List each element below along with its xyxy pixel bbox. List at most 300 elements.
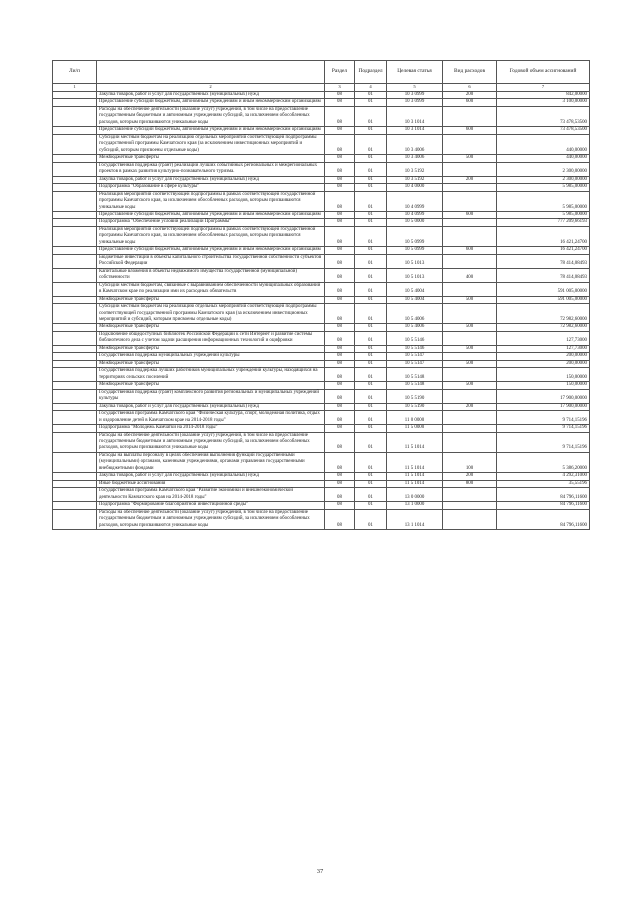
header-subsection: Подраздел <box>355 61 387 84</box>
table-row <box>53 92 590 99</box>
row-number-cell <box>53 509 97 529</box>
table-row <box>53 296 590 303</box>
row-subsection-cell: 01 <box>355 99 387 106</box>
row-amount-cell: 73 478,53500 <box>497 127 590 134</box>
row-amount-cell: 440,00000 <box>497 155 590 162</box>
row-number-cell <box>53 282 97 296</box>
row-subsection-cell: 01 <box>355 219 387 226</box>
row-target-cell: 10 3 1014 <box>387 127 443 134</box>
row-name-cell: Государственная программа Камчатского края "Физическая культура, спорт, молодежная политика, отдых и оздоровление детей в Камчатском крае на 2014-2018 годы" <box>97 411 325 425</box>
row-amount-cell: 2 300,00000 <box>497 162 590 176</box>
table-row <box>53 176 590 183</box>
table-row <box>53 184 590 191</box>
row-section-cell: 08 <box>325 176 355 183</box>
row-subsection-cell: 01 <box>355 382 387 389</box>
row-target-cell: 10 3 1014 <box>387 106 443 126</box>
row-name-cell: Подключение общедоступных библиотек Российской Федерации к сети Интернет и развитие системы библиотечного дела с учетом задачи расширения информационных технологий и оцифровки <box>97 331 325 345</box>
column-number-6: 6 <box>443 84 497 92</box>
row-section-cell: 08 <box>325 92 355 99</box>
row-name-cell: Межбюджетные трансферты <box>97 155 325 162</box>
row-target-cell: 10 5 4004 <box>387 296 443 303</box>
row-number-cell <box>53 403 97 410</box>
row-subsection-cell: 01 <box>355 254 387 268</box>
row-name-cell: Расходы на обеспечение деятельности (оказание услуг) учреждений, в том числе на предоставление государственным бюджетным и автономным учреждениям субсидий, за исключением обособленных расходов, которым присваиваются уникальные коды <box>97 432 325 452</box>
row-amount-cell: 200,00000 <box>497 353 590 360</box>
row-subsection-cell: 01 <box>355 176 387 183</box>
row-amount-cell: 591 005,00000 <box>497 296 590 303</box>
row-section-cell: 08 <box>325 296 355 303</box>
row-number-cell <box>53 432 97 452</box>
row-target-cell: 10 5 4006 <box>387 324 443 331</box>
row-section-cell: 08 <box>325 403 355 410</box>
row-section-cell: 08 <box>325 452 355 472</box>
row-section-cell: 08 <box>325 488 355 502</box>
row-type-cell <box>443 502 497 509</box>
row-section-cell: 08 <box>325 106 355 126</box>
row-name-cell: Предоставление субсидий бюджетным, автономным учреждениям и иным некоммерческим организациям <box>97 127 325 134</box>
row-section-cell: 08 <box>325 509 355 529</box>
table-header <box>53 61 590 92</box>
row-target-cell: 10 3 4006 <box>387 134 443 154</box>
table-row <box>53 226 590 246</box>
row-amount-cell: 2 300,00000 <box>497 176 590 183</box>
row-name-cell: Государственная поддержка (грант) комплексного развития региональных и муниципальных учреждений культуры <box>97 389 325 403</box>
row-subsection-cell: 01 <box>355 296 387 303</box>
table-row <box>53 247 590 254</box>
table-row <box>53 268 590 282</box>
row-amount-cell: 5 985,00000 <box>497 184 590 191</box>
row-target-cell: 10 5 5146 <box>387 345 443 352</box>
row-subsection-cell: 01 <box>355 268 387 282</box>
row-amount-cell: 16 421,24700 <box>497 247 590 254</box>
row-section-cell: 08 <box>325 219 355 226</box>
row-subsection-cell: 01 <box>355 134 387 154</box>
row-subsection-cell: 01 <box>355 191 387 211</box>
row-section-cell: 08 <box>325 184 355 191</box>
row-target-cell: 11 5 0000 <box>387 425 443 432</box>
table-row <box>53 389 590 403</box>
row-amount-cell: 842,00000 <box>497 92 590 99</box>
row-section-cell: 08 <box>325 155 355 162</box>
row-target-cell: 13 0 0000 <box>387 488 443 502</box>
row-name-cell: Государственная поддержка (грант) реализации лучших событийных региональных и межрегиональных проектов в рамках развития культурно-познавательного туризма. <box>97 162 325 176</box>
row-target-cell: 13 1 0000 <box>387 502 443 509</box>
row-subsection-cell: 01 <box>355 282 387 296</box>
row-target-cell: 10 5 4006 <box>387 304 443 324</box>
table-row <box>53 360 590 367</box>
row-number-cell <box>53 304 97 324</box>
row-name-cell: Подпрограмма "Молодежь Камчатки на 2014-2018 годы" <box>97 425 325 432</box>
column-number-5: 5 <box>387 84 443 92</box>
table-row <box>53 304 590 324</box>
row-subsection-cell: 01 <box>355 155 387 162</box>
row-subsection-cell: 01 <box>355 353 387 360</box>
row-target-cell: 11 5 1014 <box>387 480 443 487</box>
row-number-cell <box>53 219 97 226</box>
row-type-cell: 600 <box>443 99 497 106</box>
column-number-4: 4 <box>355 84 387 92</box>
table-row <box>53 353 590 360</box>
row-section-cell: 08 <box>325 389 355 403</box>
row-target-cell: 10 5 1013 <box>387 254 443 268</box>
row-amount-cell: 5 985,00000 <box>497 211 590 218</box>
row-amount-cell: 17 900,00000 <box>497 403 590 410</box>
row-name-cell: Расходы на обеспечение деятельности (оказание услуг) учреждений, в том числе на предоставление государственным бюджетным и автономным учреждениям субсидий, за исключением обособленных расходов, которым присваиваются уникальные коды <box>97 509 325 529</box>
row-type-cell: 500 <box>443 360 497 367</box>
row-type-cell <box>443 488 497 502</box>
row-section-cell: 08 <box>325 226 355 246</box>
row-type-cell: 600 <box>443 127 497 134</box>
row-number-cell <box>53 425 97 432</box>
row-name-cell: Субсидии местным бюджетам, связанные с выравниванием обеспеченности муниципальных образований в Камчатском крае по реализации ими их расходных обязательств <box>97 282 325 296</box>
row-number-cell <box>53 155 97 162</box>
row-name-cell: Государственная поддержка лучших работников муниципальных учреждений культуры, находящихся на территориях сельских поселений <box>97 368 325 382</box>
row-amount-cell: 777 209,66193 <box>497 219 590 226</box>
row-section-cell: 08 <box>325 211 355 218</box>
row-section-cell: 08 <box>325 382 355 389</box>
row-target-cell: 10 4 0000 <box>387 184 443 191</box>
row-amount-cell: 200,00000 <box>497 360 590 367</box>
row-name-cell: Межбюджетные трансферты <box>97 296 325 303</box>
row-target-cell: 10 5 5148 <box>387 382 443 389</box>
table-row <box>53 331 590 345</box>
row-number-cell <box>53 268 97 282</box>
row-number-cell <box>53 324 97 331</box>
row-target-cell: 11 5 1014 <box>387 473 443 480</box>
column-number-3: 3 <box>325 84 355 92</box>
table-row <box>53 473 590 480</box>
row-amount-cell: 16 421,24700 <box>497 226 590 246</box>
table-row <box>53 480 590 487</box>
row-section-cell: 08 <box>325 502 355 509</box>
row-name-cell: Подпрограмма "Формирование благоприятной инвестиционной среды" <box>97 502 325 509</box>
row-target-cell: 10 5 5147 <box>387 360 443 367</box>
row-number-cell <box>53 480 97 487</box>
row-section-cell: 08 <box>325 345 355 352</box>
row-type-cell: 500 <box>443 382 497 389</box>
row-subsection-cell: 01 <box>355 324 387 331</box>
row-name-cell: Субсидии местным бюджетам на реализацию отдельных мероприятий соответствующей подпрограммы соответствующей государственной программы Камчатского края (за исключением инвестиционных мероприятий и субсидий, которым присвоены отдельные коды) <box>97 304 325 324</box>
row-type-cell <box>443 219 497 226</box>
row-name-cell: Подпрограмма "Образование в сфере культуры" <box>97 184 325 191</box>
row-type-cell <box>443 191 497 211</box>
row-type-cell: 200 <box>443 92 497 99</box>
table-row <box>53 502 590 509</box>
row-section-cell: 08 <box>325 324 355 331</box>
row-type-cell: 600 <box>443 247 497 254</box>
row-section-cell: 08 <box>325 127 355 134</box>
table-row <box>53 411 590 425</box>
row-subsection-cell: 01 <box>355 184 387 191</box>
row-subsection-cell: 01 <box>355 425 387 432</box>
row-target-cell: 10 3 0999 <box>387 92 443 99</box>
row-name-cell: Межбюджетные трансферты <box>97 382 325 389</box>
row-name-cell: Субсидии местным бюджетам на реализацию отдельных мероприятий соответствующей подпрограммы государственной программы Камчатского края (за исключением инвестиционных мероприятий и субсидий, которым присвоены отдельные коды) <box>97 134 325 154</box>
column-number-7: 7 <box>497 84 590 92</box>
row-number-cell <box>53 353 97 360</box>
row-section-cell: 08 <box>325 191 355 211</box>
row-name-cell: Закупка товаров, работ и услуг для государственных (муниципальных) нужд <box>97 403 325 410</box>
row-target-cell: 10 5 5190 <box>387 389 443 403</box>
row-number-cell <box>53 226 97 246</box>
row-amount-cell: 5 985,00000 <box>497 191 590 211</box>
row-number-cell <box>53 184 97 191</box>
row-type-cell: 200 <box>443 403 497 410</box>
row-number-cell <box>53 331 97 345</box>
row-type-cell: 800 <box>443 480 497 487</box>
header-name <box>97 61 325 84</box>
row-type-cell: 600 <box>443 211 497 218</box>
row-amount-cell: 84 796,11600 <box>497 509 590 529</box>
header-section: Раздел <box>325 61 355 84</box>
row-amount-cell: 440,00000 <box>497 134 590 154</box>
row-amount-cell: 127,73000 <box>497 345 590 352</box>
header-target-article: Целевая статья <box>387 61 443 84</box>
row-amount-cell: 150,00000 <box>497 382 590 389</box>
row-number-cell <box>53 502 97 509</box>
row-type-cell <box>443 389 497 403</box>
table-row <box>53 425 590 432</box>
row-amount-cell: 84 796,11600 <box>497 502 590 509</box>
row-number-cell <box>53 389 97 403</box>
row-subsection-cell: 01 <box>355 106 387 126</box>
row-amount-cell: 78 414,08493 <box>497 254 590 268</box>
row-number-cell <box>53 191 97 211</box>
row-section-cell: 08 <box>325 353 355 360</box>
row-amount-cell: 5 386,20000 <box>497 452 590 472</box>
table-row <box>53 191 590 211</box>
row-subsection-cell: 01 <box>355 247 387 254</box>
table-row <box>53 155 590 162</box>
row-type-cell <box>443 282 497 296</box>
row-section-cell: 08 <box>325 368 355 382</box>
row-name-cell: Государственная поддержка муниципальных учреждений культуры <box>97 353 325 360</box>
row-target-cell: 10 5 1013 <box>387 268 443 282</box>
row-subsection-cell: 01 <box>355 368 387 382</box>
row-type-cell <box>443 226 497 246</box>
row-number-cell <box>53 382 97 389</box>
row-amount-cell: 72 982,60000 <box>497 304 590 324</box>
row-section-cell: 08 <box>325 254 355 268</box>
row-number-cell <box>53 345 97 352</box>
table-body <box>53 92 590 530</box>
row-target-cell: 13 1 1014 <box>387 509 443 529</box>
row-name-cell: Предоставление субсидий бюджетным, автономным учреждениям и иным некоммерческим организациям <box>97 99 325 106</box>
row-type-cell: 500 <box>443 324 497 331</box>
row-subsection-cell: 01 <box>355 488 387 502</box>
row-amount-cell: 17 900,00000 <box>497 389 590 403</box>
row-section-cell: 08 <box>325 425 355 432</box>
row-amount-cell: 72 982,60000 <box>497 324 590 331</box>
table-row <box>53 282 590 296</box>
row-section-cell: 08 <box>325 99 355 106</box>
row-target-cell: 11 5 1014 <box>387 452 443 472</box>
row-type-cell <box>443 432 497 452</box>
row-type-cell: 500 <box>443 345 497 352</box>
row-section-cell: 08 <box>325 134 355 154</box>
table-row <box>53 403 590 410</box>
row-type-cell <box>443 134 497 154</box>
table-row <box>53 345 590 352</box>
row-name-cell: Межбюджетные трансферты <box>97 360 325 367</box>
row-type-cell <box>443 353 497 360</box>
row-target-cell: 10 3 5192 <box>387 176 443 183</box>
row-amount-cell: 591 005,00000 <box>497 282 590 296</box>
row-subsection-cell: 01 <box>355 345 387 352</box>
row-subsection-cell: 01 <box>355 432 387 452</box>
header-number: Ли/п <box>53 61 97 84</box>
row-number-cell <box>53 488 97 502</box>
row-type-cell <box>443 509 497 529</box>
budget-table <box>52 60 590 530</box>
row-target-cell: 10 4 0999 <box>387 191 443 211</box>
row-section-cell: 08 <box>325 304 355 324</box>
row-name-cell: Бюджетные инвестиции в объекты капитального строительства государственной собственности субъектов Российской Федерации <box>97 254 325 268</box>
row-amount-cell: 73 478,53500 <box>497 106 590 126</box>
row-section-cell: 08 <box>325 331 355 345</box>
row-target-cell: 10 3 0999 <box>387 99 443 106</box>
row-target-cell: 10 5 0000 <box>387 219 443 226</box>
row-subsection-cell: 01 <box>355 502 387 509</box>
row-number-cell <box>53 360 97 367</box>
row-target-cell: 10 5 0999 <box>387 247 443 254</box>
row-target-cell: 11 0 0000 <box>387 411 443 425</box>
row-amount-cell: 35,55196 <box>497 480 590 487</box>
row-number-cell <box>53 247 97 254</box>
row-type-cell <box>443 411 497 425</box>
column-number-1: 1 <box>53 84 97 92</box>
row-amount-cell: 9 714,15196 <box>497 432 590 452</box>
row-name-cell: Подпрограмма "Обеспечение условий реализации Программы" <box>97 219 325 226</box>
row-name-cell: Государственная программа Камчатского края "Развитие экономики и внешнеэкономической деятельности Камчатского края на 2014-2018 годы" <box>97 488 325 502</box>
row-subsection-cell: 01 <box>355 403 387 410</box>
row-number-cell <box>53 176 97 183</box>
row-number-cell <box>53 411 97 425</box>
row-number-cell <box>53 99 97 106</box>
row-type-cell <box>443 331 497 345</box>
row-type-cell <box>443 368 497 382</box>
row-name-cell: Расходы на выплаты персоналу в целях обеспечения выполнения функций государственными (муниципальными) органами, казенными учреждениями, органами управления государственными внебюджетными фондами <box>97 452 325 472</box>
row-target-cell: 10 5 4004 <box>387 282 443 296</box>
table-row <box>53 106 590 126</box>
row-number-cell <box>53 162 97 176</box>
row-name-cell: Иные бюджетные ассигнования <box>97 480 325 487</box>
table-row <box>53 162 590 176</box>
row-type-cell <box>443 304 497 324</box>
row-amount-cell: 4 292,31000 <box>497 473 590 480</box>
row-number-cell <box>53 134 97 154</box>
row-type-cell <box>443 184 497 191</box>
row-name-cell: Закупка товаров, работ и услуг для государственных (муниципальных) нужд <box>97 92 325 99</box>
row-amount-cell: 3 100,00000 <box>497 99 590 106</box>
row-amount-cell: 9 714,15196 <box>497 425 590 432</box>
row-name-cell: Реализация мероприятий соответствующей подпрограммы в рамках соответствующей государственной программы Камчатского края, за исключением обособленных расходов, которым присваиваются уникальные коды <box>97 191 325 211</box>
table-row <box>53 452 590 472</box>
table-row <box>53 509 590 529</box>
row-number-cell <box>53 211 97 218</box>
row-subsection-cell: 01 <box>355 473 387 480</box>
row-name-cell: Капитальные вложения в объекты недвижимого имущества государственной (муниципальной) собственности <box>97 268 325 282</box>
row-subsection-cell: 01 <box>355 331 387 345</box>
row-section-cell: 08 <box>325 411 355 425</box>
table-row <box>53 134 590 154</box>
row-type-cell <box>443 254 497 268</box>
row-name-cell: Реализация мероприятий соответствующей подпрограммы в рамках соответствующей государственной программы Камчатского края, за исключением обособленных расходов, которым присваиваются уникальные коды <box>97 226 325 246</box>
row-number-cell <box>53 473 97 480</box>
table-row <box>53 382 590 389</box>
row-section-cell: 08 <box>325 268 355 282</box>
row-subsection-cell: 01 <box>355 127 387 134</box>
row-name-cell: Межбюджетные трансферты <box>97 324 325 331</box>
header-annual-amount: Годовой объем ассигнований <box>497 61 590 84</box>
table-row <box>53 211 590 218</box>
row-section-cell: 08 <box>325 432 355 452</box>
row-type-cell <box>443 106 497 126</box>
table-row <box>53 432 590 452</box>
row-type-cell: 500 <box>443 155 497 162</box>
table-row <box>53 99 590 106</box>
row-amount-cell: 127,73000 <box>497 331 590 345</box>
table-row <box>53 368 590 382</box>
table-row <box>53 127 590 134</box>
row-number-cell <box>53 106 97 126</box>
row-section-cell: 08 <box>325 247 355 254</box>
row-name-cell: Предоставление субсидий бюджетным, автономным учреждениям и иным некоммерческим организациям <box>97 211 325 218</box>
row-type-cell: 400 <box>443 268 497 282</box>
row-subsection-cell: 01 <box>355 480 387 487</box>
row-section-cell: 08 <box>325 162 355 176</box>
row-name-cell: Предоставление субсидий бюджетным, автономным учреждениям и иным некоммерческим организациям <box>97 247 325 254</box>
row-section-cell: 08 <box>325 360 355 367</box>
row-number-cell <box>53 127 97 134</box>
row-type-cell: 200 <box>443 473 497 480</box>
row-subsection-cell: 01 <box>355 360 387 367</box>
row-type-cell <box>443 425 497 432</box>
row-number-cell <box>53 452 97 472</box>
table-row <box>53 254 590 268</box>
row-amount-cell: 9 714,15196 <box>497 411 590 425</box>
row-target-cell: 10 5 5147 <box>387 353 443 360</box>
table-row <box>53 324 590 331</box>
row-subsection-cell: 01 <box>355 211 387 218</box>
row-number-cell <box>53 254 97 268</box>
row-subsection-cell: 01 <box>355 304 387 324</box>
row-number-cell <box>53 368 97 382</box>
row-subsection-cell: 01 <box>355 226 387 246</box>
row-target-cell: 10 3 4006 <box>387 155 443 162</box>
row-name-cell: Закупка товаров, работ и услуг для государственных (муниципальных) нужд <box>97 473 325 480</box>
row-subsection-cell: 01 <box>355 92 387 99</box>
header-expense-type: Вид расходов <box>443 61 497 84</box>
row-target-cell: 10 5 5148 <box>387 368 443 382</box>
row-amount-cell: 150,00000 <box>497 368 590 382</box>
row-number-cell <box>53 92 97 99</box>
row-target-cell: 10 4 0999 <box>387 211 443 218</box>
page-number: 37 <box>316 868 324 875</box>
row-target-cell: 10 5 5190 <box>387 403 443 410</box>
row-amount-cell: 78 414,08493 <box>497 268 590 282</box>
row-subsection-cell: 01 <box>355 509 387 529</box>
row-type-cell: 200 <box>443 176 497 183</box>
row-subsection-cell: 01 <box>355 162 387 176</box>
row-subsection-cell: 01 <box>355 389 387 403</box>
table-row <box>53 488 590 502</box>
row-subsection-cell: 01 <box>355 452 387 472</box>
row-section-cell: 08 <box>325 473 355 480</box>
row-name-cell: Расходы на обеспечение деятельности (оказание услуг) учреждений, в том числе на предоставление государственным бюджетным и автономным учреждениям субсидий, за исключением обособленных расходов, которым присваиваются уникальные коды <box>97 106 325 126</box>
row-amount-cell: 84 796,11600 <box>497 488 590 502</box>
row-type-cell <box>443 162 497 176</box>
